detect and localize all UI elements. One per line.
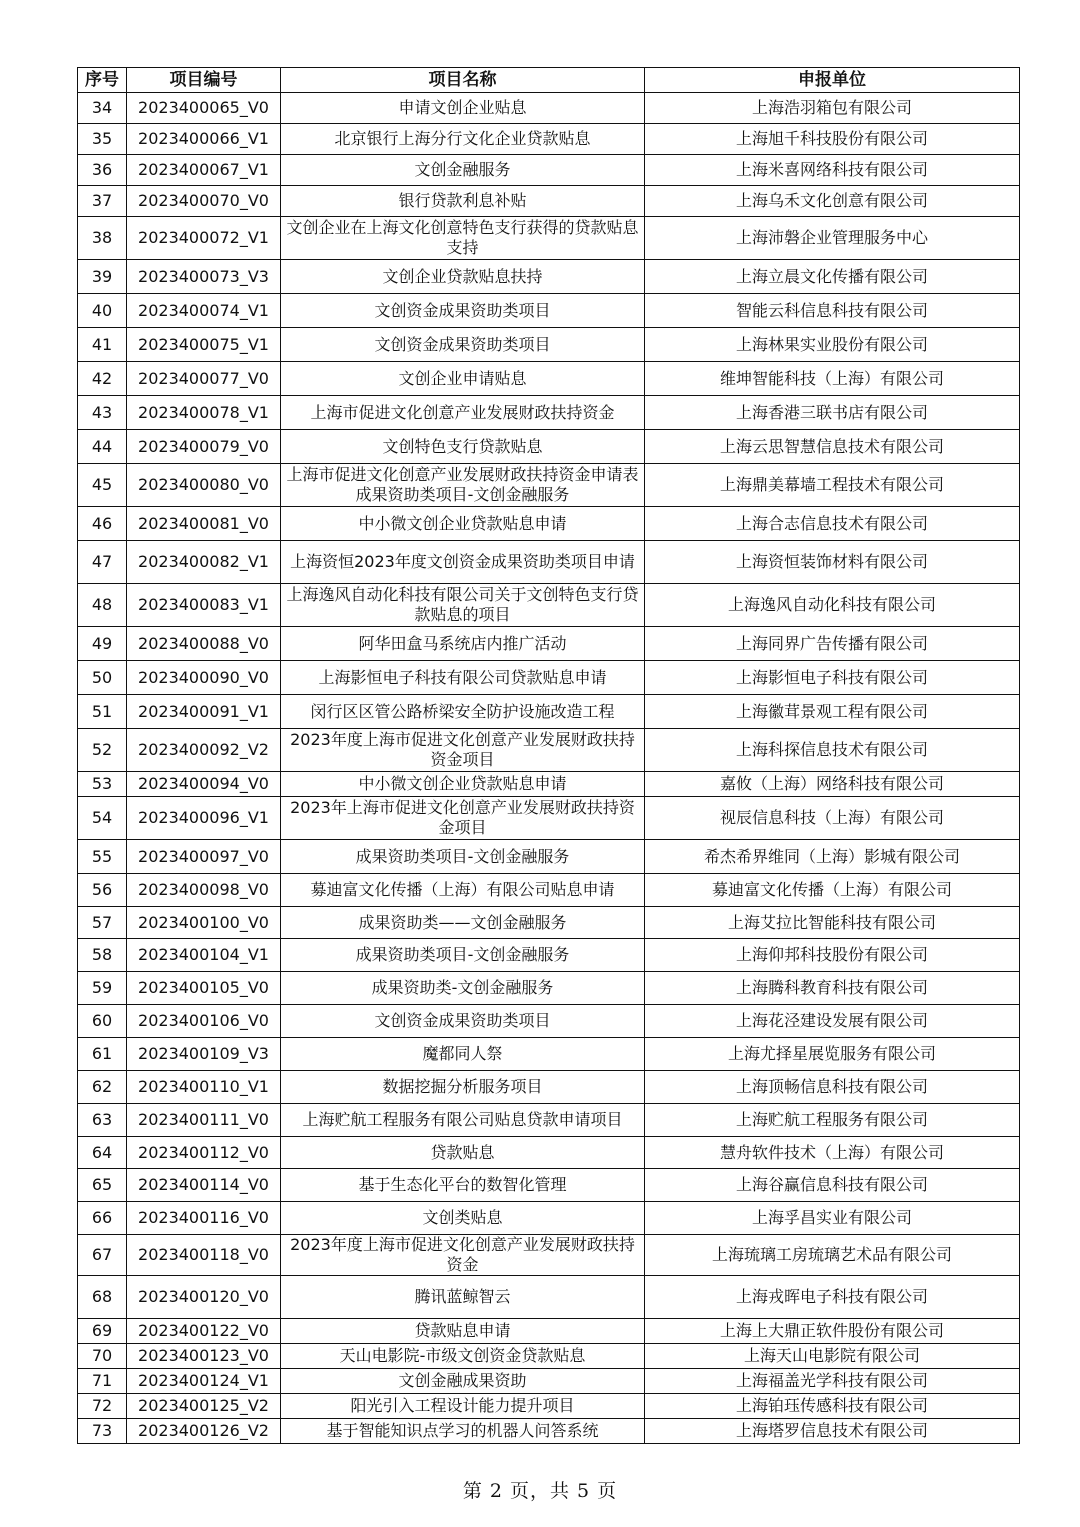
cell-applicant: 上海尤择星展览服务有限公司 — [645, 1038, 1020, 1071]
table-body — [78, 93, 1020, 1444]
cell-applicant: 上海立晨文化传播有限公司 — [645, 260, 1020, 294]
cell-project-id: 2023400067_V1 — [127, 155, 281, 186]
cell-applicant: 上海资恒装饰材料有限公司 — [645, 541, 1020, 584]
cell-project-id: 2023400079_V0 — [127, 430, 281, 464]
cell-project-id: 2023400118_V0 — [127, 1235, 281, 1276]
cell-project-name: 文创金融服务 — [281, 155, 645, 186]
cell-index: 70 — [78, 1344, 127, 1369]
cell-applicant: 上海鼎美幕墙工程技术有限公司 — [645, 464, 1020, 507]
cell-index: 41 — [78, 328, 127, 362]
cell-applicant: 上海林果实业股份有限公司 — [645, 328, 1020, 362]
cell-index: 51 — [78, 695, 127, 729]
cell-index: 39 — [78, 260, 127, 294]
cell-project-name: 天山电影院-市级文创资金贷款贴息 — [281, 1344, 645, 1369]
table-row — [78, 1104, 1020, 1137]
cell-applicant: 上海米喜网络科技有限公司 — [645, 155, 1020, 186]
cell-project-id: 2023400122_V0 — [127, 1319, 281, 1344]
cell-project-name: 成果资助类项目-文创金融服务 — [281, 939, 645, 972]
cell-project-name: 阿华田盒马系统店内推广活动 — [281, 627, 645, 661]
cell-project-id: 2023400094_V0 — [127, 772, 281, 797]
cell-project-id: 2023400116_V0 — [127, 1202, 281, 1235]
cell-project-id: 2023400126_V2 — [127, 1419, 281, 1444]
table-row — [78, 1005, 1020, 1038]
cell-project-id: 2023400075_V1 — [127, 328, 281, 362]
cell-applicant: 维坤智能科技（上海）有限公司 — [645, 362, 1020, 396]
cell-project-name: 文创资金成果资助类项目 — [281, 328, 645, 362]
cell-project-id: 2023400074_V1 — [127, 294, 281, 328]
table-row — [78, 772, 1020, 797]
cell-index: 56 — [78, 874, 127, 907]
cell-index: 49 — [78, 627, 127, 661]
cell-project-name: 闵行区区管公路桥梁安全防护设施改造工程 — [281, 695, 645, 729]
cell-project-name: 中小微文创企业贷款贴息申请 — [281, 507, 645, 541]
cell-index: 43 — [78, 396, 127, 430]
table-row — [78, 1202, 1020, 1235]
table-row — [78, 627, 1020, 661]
cell-project-name: 文创金融成果资助 — [281, 1369, 645, 1394]
cell-project-name: 上海逸风自动化科技有限公司关于文创特色支行贷款贴息的项目 — [281, 584, 645, 627]
cell-applicant: 上海福盖光学科技有限公司 — [645, 1369, 1020, 1394]
cell-project-id: 2023400114_V0 — [127, 1169, 281, 1202]
cell-project-id: 2023400096_V1 — [127, 797, 281, 840]
cell-project-id: 2023400072_V1 — [127, 217, 281, 260]
cell-project-name: 腾讯蓝鲸智云 — [281, 1276, 645, 1319]
cell-index: 53 — [78, 772, 127, 797]
cell-index: 60 — [78, 1005, 127, 1038]
cell-project-id: 2023400065_V0 — [127, 93, 281, 124]
cell-index: 63 — [78, 1104, 127, 1137]
cell-project-name: 基于智能知识点学习的机器人问答系统 — [281, 1419, 645, 1444]
table-row — [78, 1071, 1020, 1104]
cell-index: 61 — [78, 1038, 127, 1071]
table-row — [78, 939, 1020, 972]
cell-index: 54 — [78, 797, 127, 840]
cell-project-name: 阳光引入工程设计能力提升项目 — [281, 1394, 645, 1419]
cell-index: 48 — [78, 584, 127, 627]
cell-project-name: 成果资助类——文创金融服务 — [281, 907, 645, 939]
cell-index: 50 — [78, 661, 127, 695]
table-row — [78, 124, 1020, 155]
cell-project-id: 2023400092_V2 — [127, 729, 281, 772]
table-row — [78, 661, 1020, 695]
page-footer: 第 2 页，共 5 页 — [462, 1480, 618, 1502]
cell-applicant: 上海谷赢信息科技有限公司 — [645, 1169, 1020, 1202]
cell-index: 71 — [78, 1369, 127, 1394]
table-row — [78, 695, 1020, 729]
cell-project-id: 2023400083_V1 — [127, 584, 281, 627]
cell-project-id: 2023400123_V0 — [127, 1344, 281, 1369]
cell-project-id: 2023400073_V3 — [127, 260, 281, 294]
table-row — [78, 1038, 1020, 1071]
table-row — [78, 260, 1020, 294]
cell-project-name: 数据挖掘分析服务项目 — [281, 1071, 645, 1104]
cell-project-id: 2023400120_V0 — [127, 1276, 281, 1319]
cell-index: 46 — [78, 507, 127, 541]
cell-project-id: 2023400077_V0 — [127, 362, 281, 396]
cell-project-name: 贷款贴息 — [281, 1137, 645, 1169]
cell-index: 69 — [78, 1319, 127, 1344]
table-row — [78, 729, 1020, 772]
cell-applicant: 上海云思智慧信息技术有限公司 — [645, 430, 1020, 464]
cell-applicant: 嘉攸（上海）网络科技有限公司 — [645, 772, 1020, 797]
cell-applicant: 上海合志信息技术有限公司 — [645, 507, 1020, 541]
cell-project-id: 2023400088_V0 — [127, 627, 281, 661]
cell-index: 64 — [78, 1137, 127, 1169]
cell-project-name: 2023年上海市促进文化创意产业发展财政扶持资金项目 — [281, 797, 645, 840]
cell-applicant: 智能云科信息科技有限公司 — [645, 294, 1020, 328]
cell-project-id: 2023400070_V0 — [127, 186, 281, 217]
table-row — [78, 464, 1020, 507]
cell-applicant: 募迪富文化传播（上海）有限公司 — [645, 874, 1020, 907]
cell-index: 55 — [78, 840, 127, 874]
cell-index: 35 — [78, 124, 127, 155]
cell-project-name: 上海资恒2023年度文创资金成果资助类项目申请 — [281, 541, 645, 584]
cell-project-id: 2023400105_V0 — [127, 972, 281, 1005]
cell-project-id: 2023400090_V0 — [127, 661, 281, 695]
cell-project-name: 成果资助类项目-文创金融服务 — [281, 840, 645, 874]
cell-index: 72 — [78, 1394, 127, 1419]
cell-applicant: 上海旭千科技股份有限公司 — [645, 124, 1020, 155]
table-row — [78, 840, 1020, 874]
cell-project-name: 2023年度上海市促进文化创意产业发展财政扶持资金 — [281, 1235, 645, 1276]
cell-project-name: 上海市促进文化创意产业发展财政扶持资金 — [281, 396, 645, 430]
table-row — [78, 1344, 1020, 1369]
table-row — [78, 294, 1020, 328]
cell-project-name: 文创类贴息 — [281, 1202, 645, 1235]
cell-project-id: 2023400080_V0 — [127, 464, 281, 507]
cell-applicant: 上海顶畅信息科技有限公司 — [645, 1071, 1020, 1104]
header-applicant: 申报单位 — [645, 68, 1020, 93]
table-row — [78, 1276, 1020, 1319]
header-project-name: 项目名称 — [281, 68, 645, 93]
table-row — [78, 396, 1020, 430]
cell-project-name: 基于生态化平台的数智化管理 — [281, 1169, 645, 1202]
cell-project-name: 成果资助类-文创金融服务 — [281, 972, 645, 1005]
cell-index: 67 — [78, 1235, 127, 1276]
cell-applicant: 视辰信息科技（上海）有限公司 — [645, 797, 1020, 840]
table-row — [78, 584, 1020, 627]
cell-applicant: 上海戎晖电子科技有限公司 — [645, 1276, 1020, 1319]
cell-index: 57 — [78, 907, 127, 939]
header-row — [78, 68, 1020, 93]
cell-project-name: 募迪富文化传播（上海）有限公司贴息申请 — [281, 874, 645, 907]
table-row — [78, 507, 1020, 541]
cell-project-id: 2023400066_V1 — [127, 124, 281, 155]
table-row — [78, 874, 1020, 907]
cell-index: 58 — [78, 939, 127, 972]
cell-project-name: 文创资金成果资助类项目 — [281, 294, 645, 328]
cell-project-id: 2023400109_V3 — [127, 1038, 281, 1071]
table-row — [78, 217, 1020, 260]
cell-index: 47 — [78, 541, 127, 584]
cell-applicant: 上海琉璃工房琉璃艺术品有限公司 — [645, 1235, 1020, 1276]
cell-applicant: 上海逸风自动化科技有限公司 — [645, 584, 1020, 627]
cell-index: 73 — [78, 1419, 127, 1444]
cell-applicant: 上海天山电影院有限公司 — [645, 1344, 1020, 1369]
cell-project-id: 2023400100_V0 — [127, 907, 281, 939]
table-row — [78, 972, 1020, 1005]
cell-applicant: 希杰希界维同（上海）影城有限公司 — [645, 840, 1020, 874]
cell-project-id: 2023400112_V0 — [127, 1137, 281, 1169]
cell-project-name: 申请文创企业贴息 — [281, 93, 645, 124]
cell-index: 62 — [78, 1071, 127, 1104]
header-index: 序号 — [78, 68, 127, 93]
cell-index: 68 — [78, 1276, 127, 1319]
cell-applicant: 上海浩羽箱包有限公司 — [645, 93, 1020, 124]
cell-project-name: 文创资金成果资助类项目 — [281, 1005, 645, 1038]
cell-project-name: 上海影恒电子科技有限公司贷款贴息申请 — [281, 661, 645, 695]
cell-index: 59 — [78, 972, 127, 1005]
cell-project-name: 上海贮航工程服务有限公司贴息贷款申请项目 — [281, 1104, 645, 1137]
cell-project-name: 魔都同人祭 — [281, 1038, 645, 1071]
cell-applicant: 慧舟软件技术（上海）有限公司 — [645, 1137, 1020, 1169]
cell-project-name: 文创企业申请贴息 — [281, 362, 645, 396]
cell-project-id: 2023400082_V1 — [127, 541, 281, 584]
cell-applicant: 上海上大鼎正软件股份有限公司 — [645, 1319, 1020, 1344]
table-row — [78, 155, 1020, 186]
cell-applicant: 上海孚昌实业有限公司 — [645, 1202, 1020, 1235]
table-row — [78, 1137, 1020, 1169]
cell-applicant: 上海香港三联书店有限公司 — [645, 396, 1020, 430]
cell-project-id: 2023400124_V1 — [127, 1369, 281, 1394]
cell-project-id: 2023400097_V0 — [127, 840, 281, 874]
cell-applicant: 上海乌禾文化创意有限公司 — [645, 186, 1020, 217]
table-row — [78, 1369, 1020, 1394]
cell-project-id: 2023400111_V0 — [127, 1104, 281, 1137]
cell-applicant: 上海仰邦科技股份有限公司 — [645, 939, 1020, 972]
cell-applicant: 上海沛磐企业管理服务中心 — [645, 217, 1020, 260]
table-row — [78, 1235, 1020, 1276]
cell-index: 44 — [78, 430, 127, 464]
cell-project-id: 2023400110_V1 — [127, 1071, 281, 1104]
table-row — [78, 362, 1020, 396]
cell-project-name: 北京银行上海分行文化企业贷款贴息 — [281, 124, 645, 155]
cell-applicant: 上海腾科教育科技有限公司 — [645, 972, 1020, 1005]
table-row — [78, 1169, 1020, 1202]
table-row — [78, 93, 1020, 124]
cell-index: 36 — [78, 155, 127, 186]
cell-applicant: 上海艾拉比智能科技有限公司 — [645, 907, 1020, 939]
cell-applicant: 上海花泾建设发展有限公司 — [645, 1005, 1020, 1038]
cell-index: 34 — [78, 93, 127, 124]
table-row — [78, 186, 1020, 217]
cell-applicant: 上海铂珏传感科技有限公司 — [645, 1394, 1020, 1419]
cell-applicant: 上海塔罗信息技术有限公司 — [645, 1419, 1020, 1444]
table-row — [78, 541, 1020, 584]
cell-project-id: 2023400106_V0 — [127, 1005, 281, 1038]
cell-project-id: 2023400081_V0 — [127, 507, 281, 541]
cell-index: 40 — [78, 294, 127, 328]
cell-project-name: 贷款贴息申请 — [281, 1319, 645, 1344]
table-row — [78, 430, 1020, 464]
cell-project-name: 2023年度上海市促进文化创意产业发展财政扶持资金项目 — [281, 729, 645, 772]
cell-project-id: 2023400098_V0 — [127, 874, 281, 907]
header-project-id: 项目编号 — [127, 68, 281, 93]
cell-applicant: 上海科探信息技术有限公司 — [645, 729, 1020, 772]
cell-applicant: 上海同界广告传播有限公司 — [645, 627, 1020, 661]
table-row — [78, 797, 1020, 840]
table-row — [78, 1419, 1020, 1444]
table-row — [78, 328, 1020, 362]
cell-index: 37 — [78, 186, 127, 217]
cell-project-name: 中小微文创企业贷款贴息申请 — [281, 772, 645, 797]
cell-project-id: 2023400104_V1 — [127, 939, 281, 972]
table-row — [78, 1319, 1020, 1344]
cell-applicant: 上海影恒电子科技有限公司 — [645, 661, 1020, 695]
project-table — [77, 67, 1020, 1444]
cell-index: 42 — [78, 362, 127, 396]
cell-index: 65 — [78, 1169, 127, 1202]
table-row — [78, 907, 1020, 939]
cell-index: 52 — [78, 729, 127, 772]
cell-index: 38 — [78, 217, 127, 260]
cell-applicant: 上海贮航工程服务有限公司 — [645, 1104, 1020, 1137]
table-row — [78, 1394, 1020, 1419]
cell-project-name: 上海市促进文化创意产业发展财政扶持资金申请表成果资助类项目-文创金融服务 — [281, 464, 645, 507]
cell-project-name: 银行贷款利息补贴 — [281, 186, 645, 217]
cell-project-id: 2023400125_V2 — [127, 1394, 281, 1419]
cell-applicant: 上海徽茸景观工程有限公司 — [645, 695, 1020, 729]
cell-index: 66 — [78, 1202, 127, 1235]
cell-project-id: 2023400091_V1 — [127, 695, 281, 729]
cell-project-name: 文创企业在上海文化创意特色支行获得的贷款贴息支持 — [281, 217, 645, 260]
cell-project-id: 2023400078_V1 — [127, 396, 281, 430]
cell-project-name: 文创特色支行贷款贴息 — [281, 430, 645, 464]
cell-index: 45 — [78, 464, 127, 507]
cell-project-name: 文创企业贷款贴息扶持 — [281, 260, 645, 294]
